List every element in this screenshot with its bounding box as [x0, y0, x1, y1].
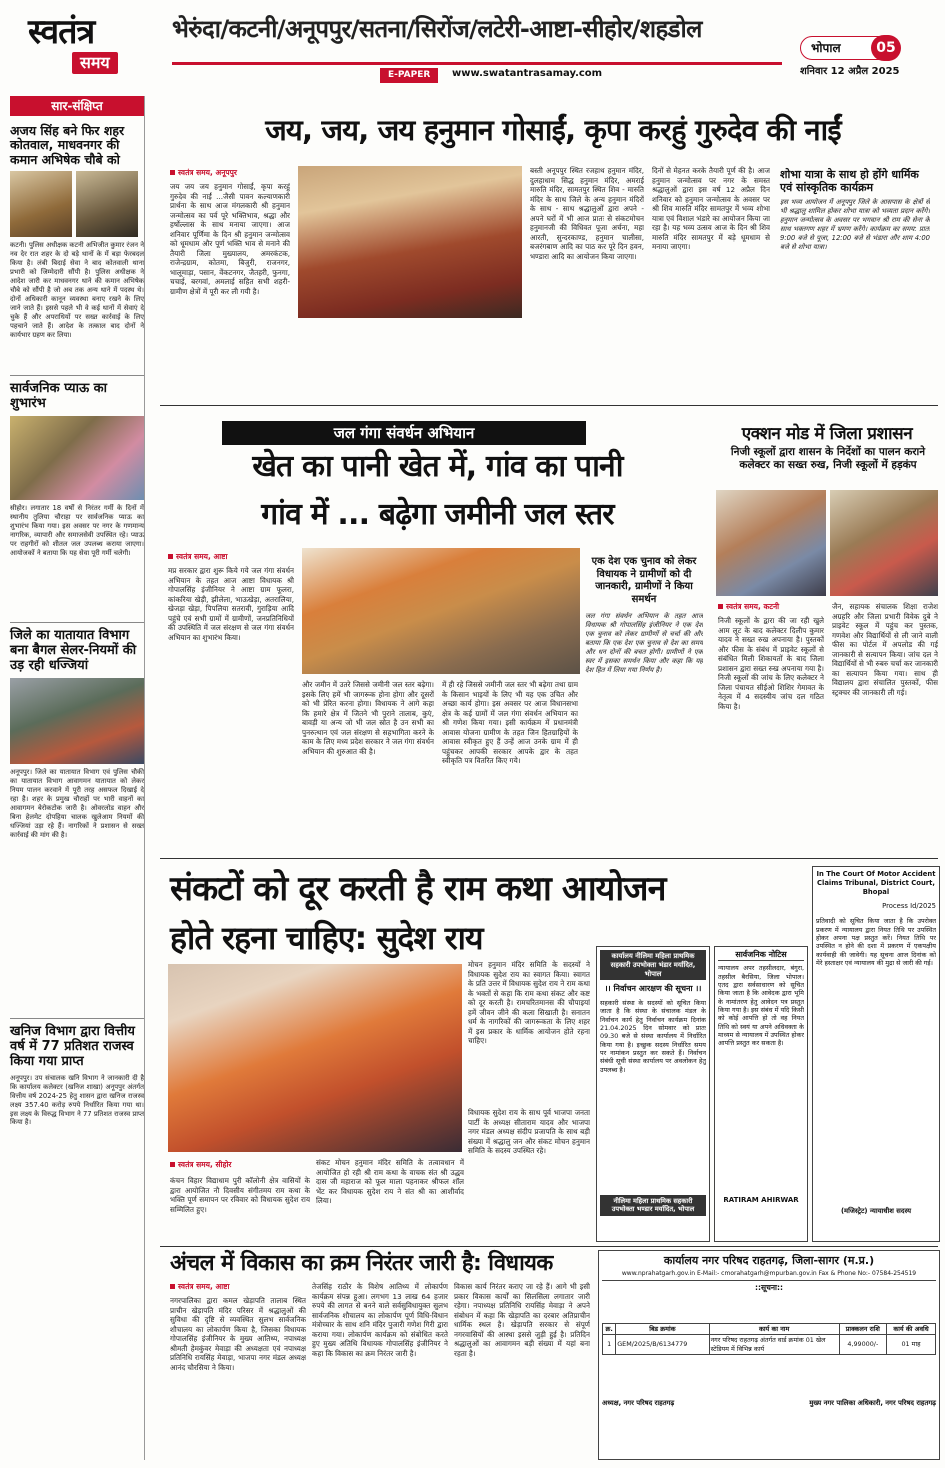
ram-headline-1: संकटों को दूर करती है राम कथा आयोजन	[170, 869, 666, 909]
issue-date: शनिवार 12 अप्रैल 2025	[800, 66, 900, 77]
temple-photo	[298, 166, 522, 318]
logo	[28, 14, 143, 80]
table-row	[603, 1335, 936, 1355]
tender-notice-title: कार्यालय नगर परिषद राहतगढ़, जिला-सागर (म.प्र.)	[663, 1254, 875, 1267]
tender-sign-right: मुख्य नगर पालिका अधिकारी, नगर परिषद राहतगढ़	[809, 1398, 936, 1407]
tender-td-work: नगर परिषद राहतगढ़ अंतर्गत वार्ड क्रमांक 01 खेल स्टेडियम में विभिन्न कार्य	[709, 1335, 839, 1355]
sidebar-story1-body: कटनी। पुलिस अधीक्षक कटनी अभिजीत कुमार रंजन ने नव देर रात शहर के दो बड़े थानों के में बड़ा फेरबदल किया है। लंबी बिदाई सेवा ने बाद कोतवाली थाना प्रभारी को जिम्मेदारी सौंपी है। पुलिस अधीक्षक ने आदेश जारी कर माधवनगर थाने की कमान अभिषेक चौबे को सौंपी है जो अब तक अन्य थाने में पदस्थ थे। दोनों अधिकारी कानून व्यवस्था बनाए रखने के लिए जाने जाते हैं। इससे पहले भी वे कई थानों में सेवाएं दे चुके हैं और अपराधियों पर सख्त कार्रवाई के लिए पहचाने जाते हैं। आदेश के तत्काल बाद दोनों ने कार्यभार ग्रहण कर लिया।	[10, 241, 144, 339]
officer-photo-2	[76, 171, 138, 237]
tender-td-amount: 4,99000/-	[839, 1335, 886, 1355]
jal-byline-text: स्वतंत्र समय, आष्टा	[176, 552, 228, 561]
tender-td-bid: GEM/2025/B/6134779	[616, 1335, 709, 1355]
shobha-head: शोभा यात्रा के साथ हो होंगे धार्मिक एवं सांस्कृतिक कार्यक्रम	[780, 168, 919, 195]
city-name: भोपाल	[811, 41, 841, 55]
poll-head: एक देश एक चुनाव को लेकर विधायक ने ग्रामीणों को दी जानकारी, ग्रामीणों ने किया समर्थन	[591, 556, 697, 605]
court-notice	[812, 866, 940, 1242]
site-url[interactable]: www.swatantrasamay.com	[452, 68, 603, 79]
court-notice-title: In The Court Of Motor Accident Claims Tribunal, District Court, Bhopal	[816, 870, 936, 896]
ram-byline-text: स्वतंत्र समय, सीहोर	[178, 1160, 232, 1169]
ram-body-1: कंचन विहार विद्याधाम पुरी कॉलोनी क्षेत्र वासियों के द्वारा आयोजित नौ दिवसीय संगीतमय राम कथा के भक्ति पूर्ण समापन पर रविवार को विधायक सुदेश राय सम्मिलित हुए।	[170, 1176, 310, 1214]
cooperative-notice	[596, 946, 710, 1242]
action-body-2: जैन, सहायक संचालक शिक्षा राजेश अग्रहरि और जिला प्रभारी विवेक दुबे ने प्राइवेट स्कूल में पहुंच कर पुस्तक, गणवेश और विद्यार्थियों से ली जाने वाली फीस का पोर्टल में अपलोड की गई जानकारी से सत्यापन किया। जांच दल ने विद्यार्थियों से भी रुबरु चर्चा कर जानकारी का सत्यापन किया गया। साथ ही विद्यालय द्वारा संचालित पुस्तकों, फीस स्ट्रक्चर की जानकारी ली गई।	[832, 602, 938, 697]
tender-td-sno: 1	[603, 1335, 616, 1355]
ram-byline	[170, 1160, 300, 1170]
cooperative-notice-sub: ।। निर्वाचन आरक्षण की सूचना ।।	[604, 984, 702, 994]
court-notice-sign: (मजिस्ट्रेट) न्यायाधीश सदस्य	[840, 1207, 912, 1216]
jal-byline	[168, 552, 298, 562]
logo-bottom: समय	[72, 52, 118, 74]
sidebar-story1-photos	[10, 171, 144, 237]
jal-body-1: मप्र सरकार द्वारा शुरू किये गये जल गंगा संवर्धन अभियान के तहत आज आष्टा विधायक श्री गोपालसिंह इंजीनियर ने आष्टा ग्राम फूलरा, कांकरिया खेड़ी, झीलेला, भाऊखेड़ा, अतरालिया, खेजड़ा खेड़ा, पिपलिया सतरावी, गुराड़िया आदि पहुंचे एवं सभी ग्रामों में ग्रामीणों, जनप्रतिनिधियों की उपस्थिति में जल संरक्षण से जल गंगा संवर्धन अभियान का शुभारंभ किया।	[168, 566, 294, 642]
tender-th-amount: प्राक्कलन राशि	[839, 1323, 886, 1334]
jal-strap: जल गंगा संवर्धन अभियान	[222, 421, 586, 445]
cooperative-notice-body: सहकारी संस्था के सदस्यों को सूचित किया जाता है कि संस्था के संचालक मंडल के निर्वाचन कार्य हेतु निर्वाचन कार्यक्रम दिनांक 21.04.2025 दिन सोमवार को प्रातः 09.30 बजे से संस्था कार्यालय में निर्धारित किया गया है। इच्छुक सदस्य निर्धारित समय पर नामांकन प्रस्तुत कर सकते हैं। निर्वाचन संबंधी सूची संस्था कार्यालय पर अवलोकन हेतु उपलब्ध है।	[600, 998, 706, 1074]
masthead	[0, 0, 945, 88]
court-notice-sub: Process Id/2025	[882, 902, 936, 911]
action-photo-2	[830, 490, 938, 596]
cooperative-notice-footer: नीलिमा महिला प्राथमिक सहकारी उपभोक्ता भण्डार मर्यादित, भोपाल	[600, 1195, 706, 1216]
page-number: 05	[871, 35, 901, 61]
editions: भेरुंदा/कटनी/अनूपपुर/सतना/सिरोंज/लटेरी-आष्टा-सीहोर/शहडोल	[172, 15, 702, 43]
vikas-byline-text: स्वतंत्र समय, आष्टा	[178, 1282, 230, 1291]
tender-th-work: कार्य का नाम	[709, 1323, 839, 1334]
court-notice-body: प्रतिवादी को सूचित किया जाता है कि उपरोक्त प्रकरण में न्यायालय द्वारा नियत तिथि पर उपस्थित होकर अपना पक्ष प्रस्तुत करें। नियत तिथि पर उपस्थित न होने की दशा में प्रकरण में एकपक्षीय कार्यवाही की जावेगी। यह सूचना आज दिनांक को मेरे हस्ताक्षर एवं न्यायालय की मुद्रा से जारी की गई।	[816, 917, 936, 967]
public-notice-title: सार्वजनिक नोटिस	[718, 950, 804, 961]
vikas-body-1: नगरपालिका द्वारा कमल खेड़ापति तालाब स्थित प्राचीन खेड़ापति मंदिर परिसर में श्रद्धालुओं की सुविधा की दृष्टि से व्यवस्थित सुलभ सार्वजनिक शौचालय का लोकार्पण किया है, जिसका विधायक गोपालसिंह इंजीनियर के मुख्य आतिथ्य, नपाध्यक्ष श्रीमती हेमकुंवर मेवाड़ा की अध्यक्षता एवं नपाध्यक्ष प्रतिनिधि रायसिंह मेवाड़ा, भाजपा नगर मंडल अध्यक्ष आनंद चौरसिया ने किया।	[170, 1296, 306, 1372]
action-byline	[718, 602, 828, 612]
lead-body-1: जय जय जय हनुमान गोसाईं, कृपा करहुं गुरुदेव की नाईं ...जैसी पावन कल्याणकारी प्रार्थना के साथ आज मंगलकारी श्री हनुमान जन्मोत्सव का पर्व पूरे भक्तिभाव, श्रद्धा और हर्षोल्लास के साथ मनाया जाएगा। आज शनिवार पूर्णिमा के दिन श्री हनुमान जन्मोत्सव को धूमधाम और पूर्ण भक्ति भाव से मनाने की तैयारी जिला मुख्यालय, अमरकंटक, राजेन्द्रग्राम, कोतमा, बिजुरी, राजनगर, भालूमाड़ा, पसान, वेंकटनगर, जैतहरी, फुनगा, चचाई, बरगवां, अमलाई सहित सभी शहरी- ग्रामीण क्षेत्रों में पूरी कर ली गयी है।	[170, 182, 290, 296]
lead-body-3: दिनों से मेहनत करके तैयारी पूर्ण की है। आज हनुमान जन्मोत्सव पर नगर के समस्त श्रद्धालुओं द्वारा इस वर्ष 12 अप्रैल दिन शनिवार को हनुमान जन्मोत्सव के अवसर पर श्री शिव मारुति मंदिर सामतपुर में भव्य शोभा यात्रा एवं विशाल भंडारे का आयोजन किया जा रहा है। यह भव्य उत्सव आज के दिन श्री शिव मारुति मंदिर सामतपुर में बड़े धूमधाम से मनाया जाएगा।	[652, 166, 770, 251]
sidebar-label: सार-संक्षिप्त	[10, 96, 144, 116]
tender-th-bid: बिड क्रमांक	[616, 1323, 709, 1334]
sidebar-story3-head: जिले का यातायात विभाग बना बैगल सेलर-नियमों की उड़ रही धज्जियां	[10, 628, 137, 673]
ram-body-2: संकट मोचन हनुमान मंदिर समिति के तत्वावधान में आयोजित हो रही श्री राम कथा के वाचक संत श्री उद्धव दास जी महाराज को फूल माला पहनाकर श्रीफल शॉल भेंट कर विधायक सुदेश राय ने संत श्री का आशीर्वाद लिया।	[316, 1158, 464, 1205]
lead-body-2: बस्ती अनूपपुर स्थित रजहाथ हनुमान मंदिर, दुलहाधाम सिद्ध हनुमान मंदिर, अमराई मारुति मंदिर, सामतपुर स्थित शिव - मारुति मंदिर के साथ जिले के अन्य हनुमान मंदिरों के साथ - साथ श्रद्धालुओं द्वारा अपने - अपने घरों में भी आज प्रातः से संकटमोचन हनुमानजी की विधिवत पूजा अर्चना, महा आरती, सुन्दरकाण्ड, हनुमान चालीसा, बजरंगबाण आदि का पाठ कर पूरे दिन हवन, भण्डारा आदि का आयोजन किया जाएगा।	[530, 166, 644, 261]
public-notice	[714, 946, 808, 1242]
lead-byline-text: स्वतंत्र समय, अनूपपुर	[178, 168, 237, 177]
ram-body-3: मोचन हनुमान मंदिर समिति के सदस्यों ने विधायक सुदेश राय का स्वागत किया। स्वागत के प्रति उत्तर में विधायक सुदेश राय ने राम कथा के भक्तों से कहा कि राम कथा संकट और कष्ट को दूर करती है। रामचरितमानस की चौपाइयां हमें जीवन जीने की कला सिखाती है। सनातन धर्म के नागरिकों की जागरूकता के लिए शहर में इस प्रकार के धार्मिक आयोजन होते रहना चाहिए।	[468, 960, 590, 1045]
action-sub: निजी स्कूलों द्वारा शासन के निर्देशों का पालन कराने कलेक्टर का सख्त रुख, निजी स्कूलों में हड़कंप	[730, 446, 926, 472]
vikas-body-2: तेजसिंह राठौर के विशेष आतिथ्य में लोकार्पण कार्यक्रम संपन्न हुआ। लगभग 13 लाख 64 हजार रुपये की लागत से बनने वाले सर्वसुविधायुक्त सुलभ सार्वजनिक शौचालय का लोकार्पण पूर्ण विधि-विधान मंत्रोच्चार के साथ शनि मंदिर पुजारी गणेश गिरी द्वारा कराया गया। लोकार्पण कार्यक्रम को संबोधित करते हुए मुख्य अतिथि विधायक गोपालसिंह इंजीनियर ने कहा कि विकास का क्रम निरंतर जारी है।	[312, 1282, 448, 1358]
public-notice-sign: RATIRAM AHIRWAR	[723, 1196, 799, 1205]
sidebar-story2-head: सार्वजनिक प्याऊ का शुभारंभ	[10, 381, 108, 412]
masthead-bar	[172, 62, 782, 65]
action-byline-text: स्वतंत्र समय, कटनी	[726, 602, 780, 611]
traffic-photo	[10, 678, 144, 764]
jal-headline-2: गांव में ... बढ़ेगा जमीनी जल स्तर	[261, 497, 614, 532]
action-head: एक्शन मोड में जिला प्रशासन	[741, 424, 913, 444]
ram-headline-2: होते रहना चाहिए: सुदेश राय	[170, 919, 483, 957]
tender-sign-left: अध्यक्ष, नगर परिषद राहतगढ़	[602, 1398, 675, 1407]
vikas-byline	[170, 1282, 300, 1292]
vikas-headline: अंचल में विकास का क्रम निरंतर जारी है: विधायक	[170, 1251, 553, 1276]
sidebar-story1-head: अजय सिंह बने फिर शहर कोतवाल, माधवनगर की कमान अभिषेक चौबे को	[10, 123, 125, 167]
shobha-box	[780, 168, 930, 394]
public-notice-body: न्यायालय अपर तहसीलदार, बंगुरा, तहसील बैरसिया, जिला भोपाल। एतद द्वारा सर्वसाधारण को सूचित किया जाता है कि आवेदक द्वारा भूमि के नामांतरण हेतु आवेदन पत्र प्रस्तुत किया गया है। इस संबंध में यदि किसी को कोई आपत्ति हो तो वह नियत तिथि को स्वयं या अपने अधिवक्ता के माध्यम से न्यायालय में उपस्थित होकर आपत्ति प्रस्तुत कर सकता है।	[718, 964, 804, 1048]
shobha-body: इस भव्य आयोजन में अनूपपुर जिले के आसपास के क्षेत्रों से भी श्रद्धालु शामिल होकर शोभा यात्रा को भव्यता प्रदान करेंगे। हनुमान जन्मोत्सव के अवसर पर भगवान श्री राम की सेना के साथ भक्तगण शहर में भ्रमण करेंगे। कार्यक्रम का समय: प्रातः 9:00 बजे से पूजा, 12:00 बजे से भंडारा और शाम 4:00 बजे से शोभा यात्रा।	[780, 198, 930, 252]
epaper-badge: E-PAPER	[380, 68, 438, 83]
vikas-body-3: विकास कार्य निरंतर कराए जा रहे हैं। आगे भी इसी प्रकार विकास कार्यों का सिलसिला लगातार जारी रहेगा। नपाध्यक्ष प्रतिनिधि रायसिंह मेवाड़ा ने अपने संबोधन में कहा कि खेड़ापति का दरबार अतिप्राचीन धार्मिक स्थल है। खेड़ापति सरकार से संपूर्ण नगरवासियों की आस्था इससे जुड़ी हुई है। प्रतिदिन श्रद्धालुओं का आवागमन बड़ी संख्या में यहां बना रहता है।	[454, 1282, 590, 1358]
tender-table-header	[603, 1323, 936, 1334]
jal-body-3: में ही रहे जिससे जमीनी जल स्तर भी बढ़ेगा तथा ग्राम के किसान भाइयों के लिए भी यह एक उचित और अच्छा कार्य होगा। इस अवसर पर आज विधानसभा क्षेत्र के कई ग्रामों में जल गंगा संवर्धन अभियान का श्री गणेश किया गया। इसी कार्यक्रम में प्रधानमंत्री आवास योजना ग्रामीण के तहत जिन हितग्राहियों के आवास स्वीकृत हुए हैं उन्हें आज उनके ग्राम में ही पहुंचकर आपकी सरकार आपके द्वार के तहत स्वीकृति पत्र वितरित किए गये।	[442, 680, 578, 765]
tender-th-duration: कार्य की अवधि	[887, 1323, 936, 1334]
tender-notice-contact: www.nprahatgarh.gov.in E-Mail:- cmorahatgarh@mpurban.gov.in Fax & Phone No:- 07584-254519	[602, 1270, 936, 1281]
poll-box	[585, 556, 703, 846]
action-photo-1	[716, 490, 826, 596]
pyau-photo	[10, 416, 144, 500]
city-tab	[800, 36, 900, 60]
tender-notice-sub: ::सूचना::	[755, 1283, 783, 1293]
action-body-1: निजी स्कूलों के द्वारा की जा रही खुले आम लूट के बाद कलेक्टर दिलीप कुमार यादव ने सख्त रुख अपनाया है। पुस्तकों और फीस के संबंध में प्राइवेट स्कूलों से संबंधित मिली शिकायतों के बाद जिला प्रशासन द्वारा सख्त रुख अपनाया गया है। निजी स्कूलों की जांच के लिए कलेक्टर ने जिला पंचायत सीईओ शिशिर गेमावत के नेतृत्व में 4 सदस्यीय जांच दल गठित किया है।	[718, 616, 824, 711]
cooperative-notice-title: कार्यालय नीलिमा महिला प्राथमिक सहकारी उपभोक्ता भंडार मर्यादित, भोपाल	[600, 950, 706, 980]
logo-top: स्वतंत्र	[28, 12, 95, 52]
tender-notice	[598, 1250, 940, 1460]
poll-body: जल गंगा संवर्धन अभियान के तहत आज विधायक श्री गोपालसिंह इंजीनियर ने एक देश एक चुनाव को लेकर ग्रामीणों से चर्चा की और बताया कि एक देश एक चुनाव से देश का समय और धन दोनों की बचत होगी। ग्रामीणों ने एक स्वर में इसका समर्थन किया और कहा कि यह देश हित में लिया गया निर्णय है।	[585, 612, 703, 674]
jal-photo	[302, 548, 580, 674]
lead-headline: जय, जय, जय हनुमान गोसाईं, कृपा करहुं गुरुदेव की नाईं	[265, 113, 841, 147]
jal-headline-1: खेत का पानी खेत में, गांव का पानी	[252, 449, 623, 484]
ram-photo	[168, 964, 462, 1152]
sidebar	[10, 96, 145, 1460]
tender-table	[602, 1323, 936, 1355]
sidebar-story2-body: सीहोर। लगातार 18 वर्षों से निरंतर गर्मी के दिनों में स्थानीय तुलिया चौराहा पर सार्वजनिक प्याऊ का शुभारंभ किया गया। इस अवसर पर नगर के गणमान्य नागरिक, व्यापारी और समाजसेवी उपस्थित रहे। प्याऊ पर राहगीरों को शीतल जल उपलब्ध कराया जाएगा। आयोजकों ने बताया कि यह सेवा पूरी गर्मी चलेगी।	[10, 504, 144, 557]
sidebar-story4-head: खनिज विभाग द्वारा वित्तीय वर्ष में 77 प्रतिशत राजस्व किया गया प्राप्त	[10, 1023, 135, 1069]
tender-td-duration: 01 माह	[887, 1335, 936, 1355]
ram-body-4: विधायक सुदेश राय के साथ पूर्व भाजपा जनता पार्टी के अध्यक्ष सीताराम यादव और भाजपा नगर मंडल अध्यक्ष संदीप प्रजापति के साथ बड़ी संख्या में श्रद्धालु जन और संकट मोचन हनुमान समिति के सदस्य उपस्थित रहे।	[468, 1108, 590, 1155]
jal-body-2: और जमीन में उतरे जिससे जमीनी जल स्तर बढ़ेगा। इसके लिए हमें भी जागरूक होना होगा और दूसरों को भी प्रेरित करना होगा। विधायक ने आगे कहा कि हमारे क्षेत्र में जितने भी पुराने तालाब, कुएं, बावड़ी या अन्य जो भी जल स्रोत है उन सभी का पुनरुत्थान एवं जल संरक्षण से सहभागिता करने के काम के लिए मध्य प्रदेश सरकार ने जल गंगा संवर्धन अभियान की शुरुआत की है।	[302, 680, 434, 756]
lead-byline	[170, 168, 300, 178]
tender-th-sno: क्र.	[603, 1323, 616, 1334]
sidebar-story4-body: अनूपपुर। उप संचालक खनि विभाग ने जानकारी दी है कि कार्यालय कलेक्टर (खनिज शाखा) अनूपपुर अंतर्गत वित्तीय वर्ष 2024-25 हेतु शासन द्वारा खनिज राजस्व लक्ष्य 357.40 करोड़ रुपये निर्धारित किया गया था। इस लक्ष्य के विरुद्ध विभाग ने 77 प्रतिशत राजस्व प्राप्त किया है।	[10, 1073, 144, 1127]
officer-photo-1	[10, 171, 72, 237]
sidebar-story3-body: अनूपपुर। जिले का यातायात विभाग एवं पुलिस चौकी का यातायात विभाग आवागमन यातायात को लेकर नियम पालन करवाने में पूरी तरह असफल दिखाई दे रहा है। शहर के प्रमुख चौराहों पर भारी वाहनों का आवागमन बेरोकटोक जारी है। ओवरलोड वाहन और बिना हेलमेट दोपहिया चालक खुलेआम नियमों की धज्जियां उड़ा रहे हैं। नागरिकों ने प्रशासन से सख्त कार्रवाई की मांग की है।	[10, 767, 144, 839]
